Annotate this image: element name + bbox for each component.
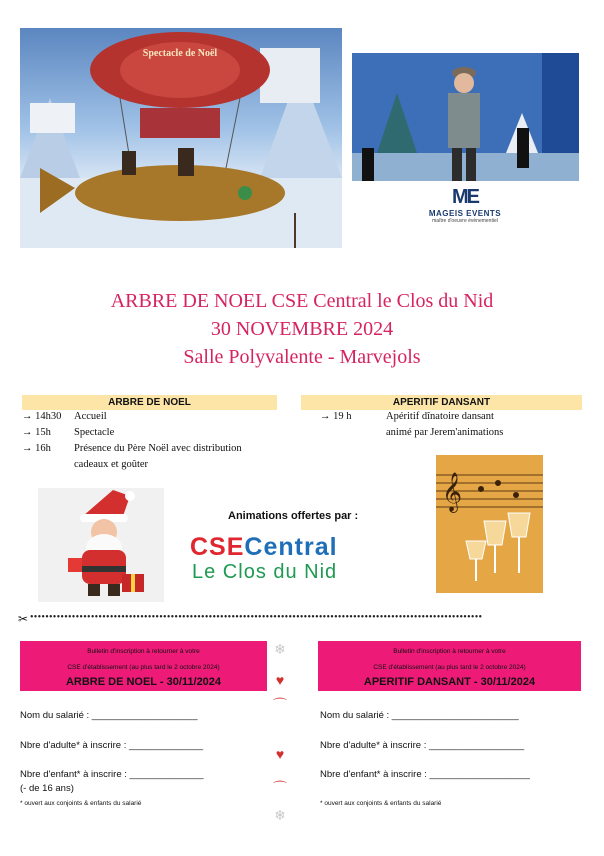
schedule-row bbox=[22, 457, 282, 473]
schedule-row bbox=[22, 425, 282, 441]
animations-label: Animations offertes par : bbox=[228, 510, 359, 522]
heart-icon: ♥ bbox=[275, 748, 285, 763]
form-header-title: APERITIF DANSANT - 30/11/2024 bbox=[363, 676, 536, 688]
heart-icon: ♥ bbox=[275, 674, 285, 689]
schedule-time: → 19 h bbox=[320, 411, 352, 422]
mageis-name: MAGEIS EVENTS bbox=[428, 209, 502, 218]
arbre-schedule bbox=[22, 409, 282, 473]
cse-logo-clos-du-nid: Le Clos du Nid bbox=[192, 561, 338, 583]
main-title-venue: Salle Polyvalente - Marvejols bbox=[183, 346, 421, 368]
form-footnote: * ouvert aux conjoints & enfants du salarié bbox=[320, 800, 442, 807]
employee-name-field[interactable]: Nom du salarié : ____________________ bbox=[20, 710, 198, 721]
cse-central-logo bbox=[190, 533, 396, 588]
adults-count-field[interactable]: Nbre d'adulte* à inscrire : __________________ bbox=[320, 740, 525, 751]
form-header-arbre bbox=[20, 641, 267, 691]
adults-count-field[interactable]: Nbre d'adulte* à inscrire : ______________ bbox=[20, 740, 203, 751]
performer-photo bbox=[352, 53, 579, 181]
children-count-field[interactable]: Nbre d'enfant* à inscrire : ___________________ bbox=[320, 769, 530, 780]
cut-line-dots: ••••••••••••••••••••••••••••••••••••••••••••••••••••••••••••••••••••••••••••••••••••••••••••••••••••••••••••••••••••••• bbox=[30, 612, 483, 623]
santa-claus-image bbox=[38, 488, 164, 602]
treble-clef-icon: 𝄞 bbox=[442, 472, 463, 512]
music-glasses-illustration bbox=[436, 455, 543, 593]
form-header-line1: Bulletin d'inscription à retourner à votre bbox=[87, 648, 200, 655]
schedule-row bbox=[320, 425, 580, 441]
balloon-caption: Spectacle de Noël bbox=[142, 48, 218, 59]
aperitif-music-image bbox=[436, 455, 543, 593]
schedule-desc: Spectacle bbox=[74, 427, 115, 438]
balloon-show-image bbox=[20, 28, 342, 248]
form-header-title: ARBRE DE NOEL - 30/11/2024 bbox=[65, 676, 222, 688]
form-header-line2: CSE d'établissement (au plus tard le 2 octobre 2024) bbox=[373, 664, 526, 671]
aperitif-schedule bbox=[320, 409, 580, 441]
cse-logo-central: Central bbox=[244, 533, 338, 561]
schedule-time: → 14h30 bbox=[22, 411, 62, 422]
section-heading-aperitif: APERITIF DANSANT bbox=[301, 395, 582, 410]
main-title-date: 30 NOVEMBRE 2024 bbox=[210, 318, 394, 340]
mageis-mark: ME bbox=[452, 186, 478, 208]
snowflake-icon: ❄ bbox=[274, 809, 286, 824]
schedule-desc: Accueil bbox=[74, 411, 107, 422]
employee-name-field[interactable]: Nom du salarié : ________________________ bbox=[320, 710, 519, 721]
performer-illustration bbox=[352, 53, 579, 181]
main-title-line1: ARBRE DE NOEL CSE Central le Clos du Nid bbox=[110, 290, 494, 312]
schedule-time: → 16h bbox=[22, 443, 51, 454]
schedule-desc: animé par Jerem'animations bbox=[386, 427, 504, 438]
schedule-desc: Apéritif dînatoire dansant bbox=[386, 411, 494, 422]
section-heading-arbre-de-noel: ARBRE DE NOEL bbox=[22, 395, 277, 410]
children-count-field[interactable]: Nbre d'enfant* à inscrire : ______________ bbox=[20, 769, 204, 780]
children-age-note: (- de 16 ans) bbox=[20, 783, 74, 794]
schedule-time: → 15h bbox=[22, 427, 51, 438]
form-header-line2: CSE d'établissement (au plus tard le 2 octobre 2024) bbox=[67, 664, 220, 671]
schedule-row bbox=[320, 409, 580, 425]
schedule-desc: Présence du Père Noël avec distribution bbox=[74, 443, 242, 454]
schedule-row bbox=[22, 441, 282, 457]
candy-cane-icon: ⌒ bbox=[273, 782, 287, 797]
cse-logo-cse: CSE bbox=[190, 533, 245, 561]
schedule-row bbox=[22, 409, 282, 425]
mageis-events-logo bbox=[410, 186, 520, 224]
schedule-desc: cadeaux et goûter bbox=[74, 459, 149, 470]
snowflake-icon: ❄ bbox=[274, 643, 286, 658]
balloon-illustration bbox=[20, 28, 342, 248]
mageis-tagline: maître d'oeuvre évènementiel bbox=[432, 218, 498, 224]
form-header-line1: Bulletin d'inscription à retourner à votre bbox=[393, 648, 506, 655]
scissors-icon: ✂ bbox=[18, 612, 29, 626]
candy-cane-icon: ⌒ bbox=[273, 699, 287, 714]
santa-illustration bbox=[38, 488, 164, 602]
form-header-aperitif bbox=[318, 641, 581, 691]
form-footnote: * ouvert aux conjoints & enfants du salarié bbox=[20, 800, 142, 807]
